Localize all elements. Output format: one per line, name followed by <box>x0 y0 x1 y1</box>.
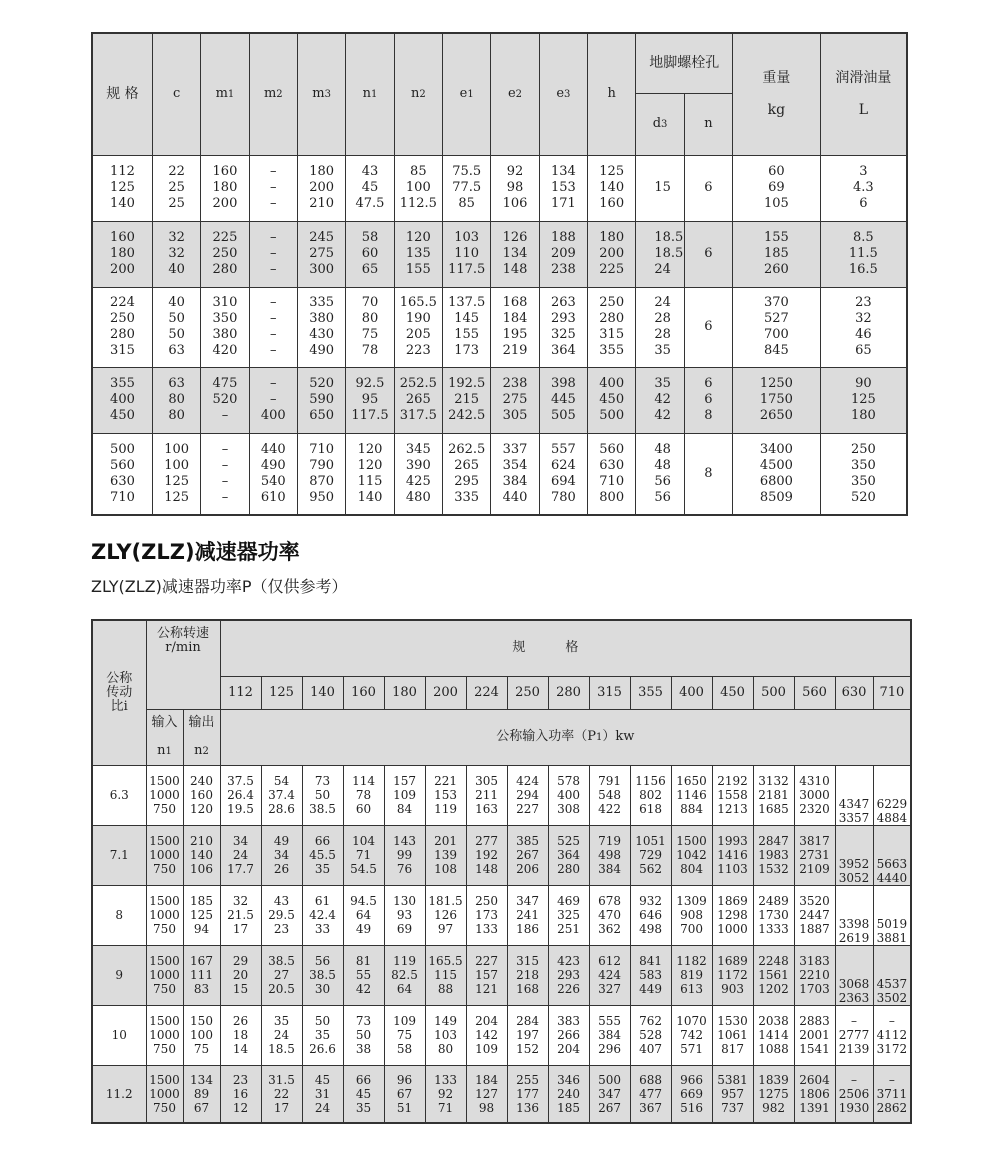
cell-weight: 3400 4500 6800 8509 <box>733 433 821 515</box>
dimensions-row <box>92 367 907 433</box>
cell-spec: 160 180 200 <box>92 221 152 287</box>
header-output: 输出 n2 <box>183 709 220 765</box>
size-header: 250 <box>507 676 548 709</box>
cell-power: 94.5 64 49 <box>343 885 384 945</box>
header-m2: m2 <box>249 33 297 155</box>
header-e2: e2 <box>491 33 539 155</box>
cell-power: 500 347 267 <box>589 1065 630 1123</box>
cell-power: 81 55 42 <box>343 945 384 1005</box>
cell-power: 346 240 185 <box>548 1065 589 1123</box>
size-header: 140 <box>302 676 343 709</box>
cell-oil: 3 4.3 6 <box>820 155 907 221</box>
cell-power: 4347 3357 <box>835 765 873 825</box>
cell-n1: 92.5 95 117.5 <box>346 367 394 433</box>
cell-d3: 15 <box>636 155 684 221</box>
cell-power: 4310 3000 2320 <box>794 765 835 825</box>
size-header: 160 <box>343 676 384 709</box>
cell-power: 2883 2001 1541 <box>794 1005 835 1065</box>
cell-power: 284 197 152 <box>507 1005 548 1065</box>
cell-ratio: 11.2 <box>92 1065 146 1123</box>
cell-e2: 238 275 305 <box>491 367 539 433</box>
section-title: ZLY(ZLZ)减速器功率 <box>91 540 300 564</box>
cell-power: 184 127 98 <box>466 1065 507 1123</box>
cell-c: 32 32 40 <box>152 221 200 287</box>
cell-power: 383 266 204 <box>548 1005 589 1065</box>
cell-spec: 500 560 630 710 <box>92 433 152 515</box>
cell-power: 38.5 27 20.5 <box>261 945 302 1005</box>
cell-power: 66 45 35 <box>343 1065 384 1123</box>
cell-power: 1689 1172 903 <box>712 945 753 1005</box>
cell-power: 315 218 168 <box>507 945 548 1005</box>
cell-power: 66 45.5 35 <box>302 825 343 885</box>
cell-power: 32 21.5 17 <box>220 885 261 945</box>
cell-power: 719 498 384 <box>589 825 630 885</box>
cell-output: 167 111 83 <box>183 945 220 1005</box>
cell-m2: – – – <box>249 221 297 287</box>
cell-weight: 370 527 700 845 <box>733 287 821 367</box>
size-header: 560 <box>794 676 835 709</box>
cell-n: 6 <box>684 221 732 287</box>
cell-m1: 160 180 200 <box>201 155 249 221</box>
cell-n2: 165.5 190 205 223 <box>394 287 442 367</box>
cell-spec: 224 250 280 315 <box>92 287 152 367</box>
cell-power: 181.5 126 97 <box>425 885 466 945</box>
cell-e3: 263 293 325 364 <box>539 287 587 367</box>
size-header: 200 <box>425 676 466 709</box>
cell-input: 1500 1000 750 <box>146 825 183 885</box>
size-header: 630 <box>835 676 873 709</box>
cell-e3: 398 445 505 <box>539 367 587 433</box>
header-h: h <box>588 33 636 155</box>
cell-e3: 134 153 171 <box>539 155 587 221</box>
header-d3: d3 <box>636 93 684 155</box>
header-power: 公称输入功率（P1）kw <box>220 709 911 765</box>
cell-power: 841 583 449 <box>630 945 671 1005</box>
cell-output: 134 89 67 <box>183 1065 220 1123</box>
cell-power: 423 293 226 <box>548 945 589 1005</box>
cell-power: 2489 1730 1333 <box>753 885 794 945</box>
cell-power: 114 78 60 <box>343 765 384 825</box>
header-speed: 公称转速 r/min <box>146 620 220 709</box>
cell-power: 1993 1416 1103 <box>712 825 753 885</box>
cell-d3: 24 28 28 35 <box>636 287 684 367</box>
cell-input: 1500 1000 750 <box>146 885 183 945</box>
power-row <box>92 1065 911 1123</box>
size-header: 280 <box>548 676 589 709</box>
cell-power: 3398 2619 <box>835 885 873 945</box>
cell-c: 100 100 125 125 <box>152 433 200 515</box>
cell-output: 210 140 106 <box>183 825 220 885</box>
cell-m2: 440 490 540 610 <box>249 433 297 515</box>
size-header: 315 <box>589 676 630 709</box>
cell-power: 133 92 71 <box>425 1065 466 1123</box>
cell-d3: 35 42 42 <box>636 367 684 433</box>
cell-power: – 2777 2139 <box>835 1005 873 1065</box>
cell-power: 966 669 516 <box>671 1065 712 1123</box>
cell-power: 56 38.5 30 <box>302 945 343 1005</box>
size-header: 125 <box>261 676 302 709</box>
cell-power: 149 103 80 <box>425 1005 466 1065</box>
cell-m3: 335 380 430 490 <box>297 287 345 367</box>
power-table <box>91 619 912 1124</box>
cell-h: 180 200 225 <box>588 221 636 287</box>
cell-power: 3068 2363 <box>835 945 873 1005</box>
cell-ratio: 10 <box>92 1005 146 1065</box>
size-header: 400 <box>671 676 712 709</box>
cell-power: 35 24 18.5 <box>261 1005 302 1065</box>
size-header: 500 <box>753 676 794 709</box>
cell-power: 3952 3052 <box>835 825 873 885</box>
cell-power: 26 18 14 <box>220 1005 261 1065</box>
size-header: 224 <box>466 676 507 709</box>
header-m1: m1 <box>201 33 249 155</box>
cell-power: 54 37.4 28.6 <box>261 765 302 825</box>
cell-oil: 90 125 180 <box>820 367 907 433</box>
header-weight: 重量 kg <box>733 33 821 155</box>
dimensions-row <box>92 221 907 287</box>
cell-n: 6 6 8 <box>684 367 732 433</box>
cell-power: 3817 2731 2109 <box>794 825 835 885</box>
cell-power: 250 173 133 <box>466 885 507 945</box>
cell-power: 2192 1558 1213 <box>712 765 753 825</box>
cell-power: 305 211 163 <box>466 765 507 825</box>
header-c: c <box>152 33 200 155</box>
cell-power: 45 31 24 <box>302 1065 343 1123</box>
cell-power: 469 325 251 <box>548 885 589 945</box>
header-n1: n1 <box>346 33 394 155</box>
cell-power: 3183 2210 1703 <box>794 945 835 1005</box>
cell-m3: 245 275 300 <box>297 221 345 287</box>
cell-power: 791 548 422 <box>589 765 630 825</box>
cell-power: 3132 2181 1685 <box>753 765 794 825</box>
cell-ratio: 7.1 <box>92 825 146 885</box>
cell-power: 4537 3502 <box>873 945 911 1005</box>
cell-power: 204 142 109 <box>466 1005 507 1065</box>
cell-output: 185 125 94 <box>183 885 220 945</box>
cell-e2: 126 134 148 <box>491 221 539 287</box>
cell-d3: 48 48 56 56 <box>636 433 684 515</box>
cell-m1: 475 520 – <box>201 367 249 433</box>
cell-h: 250 280 315 355 <box>588 287 636 367</box>
cell-power: 762 528 407 <box>630 1005 671 1065</box>
power-row <box>92 885 911 945</box>
cell-power: 1530 1061 817 <box>712 1005 753 1065</box>
cell-power: 221 153 119 <box>425 765 466 825</box>
power-row <box>92 945 911 1005</box>
cell-n2: 85 100 112.5 <box>394 155 442 221</box>
cell-power: 1182 819 613 <box>671 945 712 1005</box>
cell-power: 1051 729 562 <box>630 825 671 885</box>
cell-power: 424 294 227 <box>507 765 548 825</box>
cell-power: 1156 802 618 <box>630 765 671 825</box>
cell-h: 560 630 710 800 <box>588 433 636 515</box>
cell-h: 125 140 160 <box>588 155 636 221</box>
cell-power: 2604 1806 1391 <box>794 1065 835 1123</box>
cell-m1: 310 350 380 420 <box>201 287 249 367</box>
header-spec: 规 格 <box>92 33 152 155</box>
cell-power: 201 139 108 <box>425 825 466 885</box>
cell-power: 2847 1983 1532 <box>753 825 794 885</box>
cell-oil: 8.5 11.5 16.5 <box>820 221 907 287</box>
cell-power: 1070 742 571 <box>671 1005 712 1065</box>
cell-c: 63 80 80 <box>152 367 200 433</box>
cell-e1: 103 110 117.5 <box>443 221 491 287</box>
cell-power: 3520 2447 1887 <box>794 885 835 945</box>
cell-n: 6 <box>684 287 732 367</box>
cell-m3: 180 200 210 <box>297 155 345 221</box>
cell-output: 150 100 75 <box>183 1005 220 1065</box>
cell-power: 143 99 76 <box>384 825 425 885</box>
cell-power: 578 400 308 <box>548 765 589 825</box>
dimensions-row <box>92 155 907 221</box>
cell-power: 130 93 69 <box>384 885 425 945</box>
cell-power: 165.5 115 88 <box>425 945 466 1005</box>
cell-power: 61 42.4 33 <box>302 885 343 945</box>
cell-power: 612 424 327 <box>589 945 630 1005</box>
cell-h: 400 450 500 <box>588 367 636 433</box>
cell-e1: 192.5 215 242.5 <box>443 367 491 433</box>
cell-power: 23 16 12 <box>220 1065 261 1123</box>
cell-n: 8 <box>684 433 732 515</box>
cell-power: 678 470 362 <box>589 885 630 945</box>
cell-m2: – – – – <box>249 287 297 367</box>
cell-power: 5663 4440 <box>873 825 911 885</box>
size-header: 710 <box>873 676 911 709</box>
cell-power: 227 157 121 <box>466 945 507 1005</box>
cell-power: 277 192 148 <box>466 825 507 885</box>
header-input: 输入 n1 <box>146 709 183 765</box>
cell-m2: – – 400 <box>249 367 297 433</box>
cell-power: 5019 3881 <box>873 885 911 945</box>
cell-n1: 43 45 47.5 <box>346 155 394 221</box>
header-oil: 润滑油量 L <box>820 33 907 155</box>
cell-power: 255 177 136 <box>507 1065 548 1123</box>
section-subtitle: ZLY(ZLZ)减速器功率P（仅供参考） <box>91 577 348 596</box>
cell-n1: 70 80 75 78 <box>346 287 394 367</box>
cell-ratio: 6.3 <box>92 765 146 825</box>
header-bolt-holes: 地脚螺栓孔 <box>636 33 733 93</box>
cell-m1: 225 250 280 <box>201 221 249 287</box>
cell-power: 385 267 206 <box>507 825 548 885</box>
cell-power: 157 109 84 <box>384 765 425 825</box>
dimensions-row <box>92 287 907 367</box>
cell-m3: 520 590 650 <box>297 367 345 433</box>
size-header: 180 <box>384 676 425 709</box>
cell-power: 50 35 26.6 <box>302 1005 343 1065</box>
cell-c: 22 25 25 <box>152 155 200 221</box>
cell-power: 2038 1414 1088 <box>753 1005 794 1065</box>
cell-oil: 23 32 46 65 <box>820 287 907 367</box>
cell-oil: 250 350 350 520 <box>820 433 907 515</box>
cell-input: 1500 1000 750 <box>146 1065 183 1123</box>
cell-power: 109 75 58 <box>384 1005 425 1065</box>
cell-power: – 2506 1930 <box>835 1065 873 1123</box>
header-n2: n2 <box>394 33 442 155</box>
cell-e2: 168 184 195 219 <box>491 287 539 367</box>
cell-spec: 112 125 140 <box>92 155 152 221</box>
cell-n1: 58 60 65 <box>346 221 394 287</box>
cell-power: 49 34 26 <box>261 825 302 885</box>
cell-power: 1309 908 700 <box>671 885 712 945</box>
cell-power: 5381 957 737 <box>712 1065 753 1123</box>
cell-power: 1839 1275 982 <box>753 1065 794 1123</box>
cell-power: 6229 4884 <box>873 765 911 825</box>
cell-power: 347 241 186 <box>507 885 548 945</box>
cell-power: 1650 1146 884 <box>671 765 712 825</box>
cell-n2: 345 390 425 480 <box>394 433 442 515</box>
cell-d3: 18.5 18.5 24 <box>636 221 684 287</box>
cell-power: 43 29.5 23 <box>261 885 302 945</box>
cell-power: 104 71 54.5 <box>343 825 384 885</box>
cell-power: 932 646 498 <box>630 885 671 945</box>
cell-n2: 252.5 265 317.5 <box>394 367 442 433</box>
cell-n1: 120 120 115 140 <box>346 433 394 515</box>
cell-power: 2248 1561 1202 <box>753 945 794 1005</box>
header-m3: m3 <box>297 33 345 155</box>
cell-power: 555 384 296 <box>589 1005 630 1065</box>
header-n: n <box>684 93 732 155</box>
cell-weight: 60 69 105 <box>733 155 821 221</box>
cell-power: 525 364 280 <box>548 825 589 885</box>
cell-input: 1500 1000 750 <box>146 765 183 825</box>
cell-input: 1500 1000 750 <box>146 1005 183 1065</box>
cell-e1: 75.5 77.5 85 <box>443 155 491 221</box>
cell-e3: 557 624 694 780 <box>539 433 587 515</box>
cell-power: 29 20 15 <box>220 945 261 1005</box>
cell-ratio: 8 <box>92 885 146 945</box>
cell-n2: 120 135 155 <box>394 221 442 287</box>
cell-c: 40 50 50 63 <box>152 287 200 367</box>
header-e1: e1 <box>443 33 491 155</box>
power-row <box>92 1005 911 1065</box>
header-ratio: 公称 传动 比i <box>92 620 146 765</box>
cell-m3: 710 790 870 950 <box>297 433 345 515</box>
cell-e3: 188 209 238 <box>539 221 587 287</box>
power-row <box>92 825 911 885</box>
cell-power: 37.5 26.4 19.5 <box>220 765 261 825</box>
cell-n: 6 <box>684 155 732 221</box>
cell-power: – 3711 2862 <box>873 1065 911 1123</box>
cell-m1: – – – – <box>201 433 249 515</box>
cell-power: 31.5 22 17 <box>261 1065 302 1123</box>
dimensions-row <box>92 433 907 515</box>
cell-weight: 1250 1750 2650 <box>733 367 821 433</box>
header-e3: e3 <box>539 33 587 155</box>
size-header: 112 <box>220 676 261 709</box>
size-header: 355 <box>630 676 671 709</box>
power-row <box>92 765 911 825</box>
cell-e2: 92 98 106 <box>491 155 539 221</box>
cell-weight: 155 185 260 <box>733 221 821 287</box>
cell-ratio: 9 <box>92 945 146 1005</box>
cell-e1: 137.5 145 155 173 <box>443 287 491 367</box>
cell-power: 73 50 38.5 <box>302 765 343 825</box>
cell-power: 1869 1298 1000 <box>712 885 753 945</box>
size-header: 450 <box>712 676 753 709</box>
cell-power: 34 24 17.7 <box>220 825 261 885</box>
cell-power: 119 82.5 64 <box>384 945 425 1005</box>
cell-spec: 355 400 450 <box>92 367 152 433</box>
cell-power: 688 477 367 <box>630 1065 671 1123</box>
cell-e2: 337 354 384 440 <box>491 433 539 515</box>
cell-power: 96 67 51 <box>384 1065 425 1123</box>
cell-input: 1500 1000 750 <box>146 945 183 1005</box>
cell-output: 240 160 120 <box>183 765 220 825</box>
cell-power: 73 50 38 <box>343 1005 384 1065</box>
cell-power: – 4112 3172 <box>873 1005 911 1065</box>
cell-power: 1500 1042 804 <box>671 825 712 885</box>
cell-m2: – – – <box>249 155 297 221</box>
dimensions-table <box>91 32 908 516</box>
header-spec: 规格 <box>220 620 911 676</box>
cell-e1: 262.5 265 295 335 <box>443 433 491 515</box>
